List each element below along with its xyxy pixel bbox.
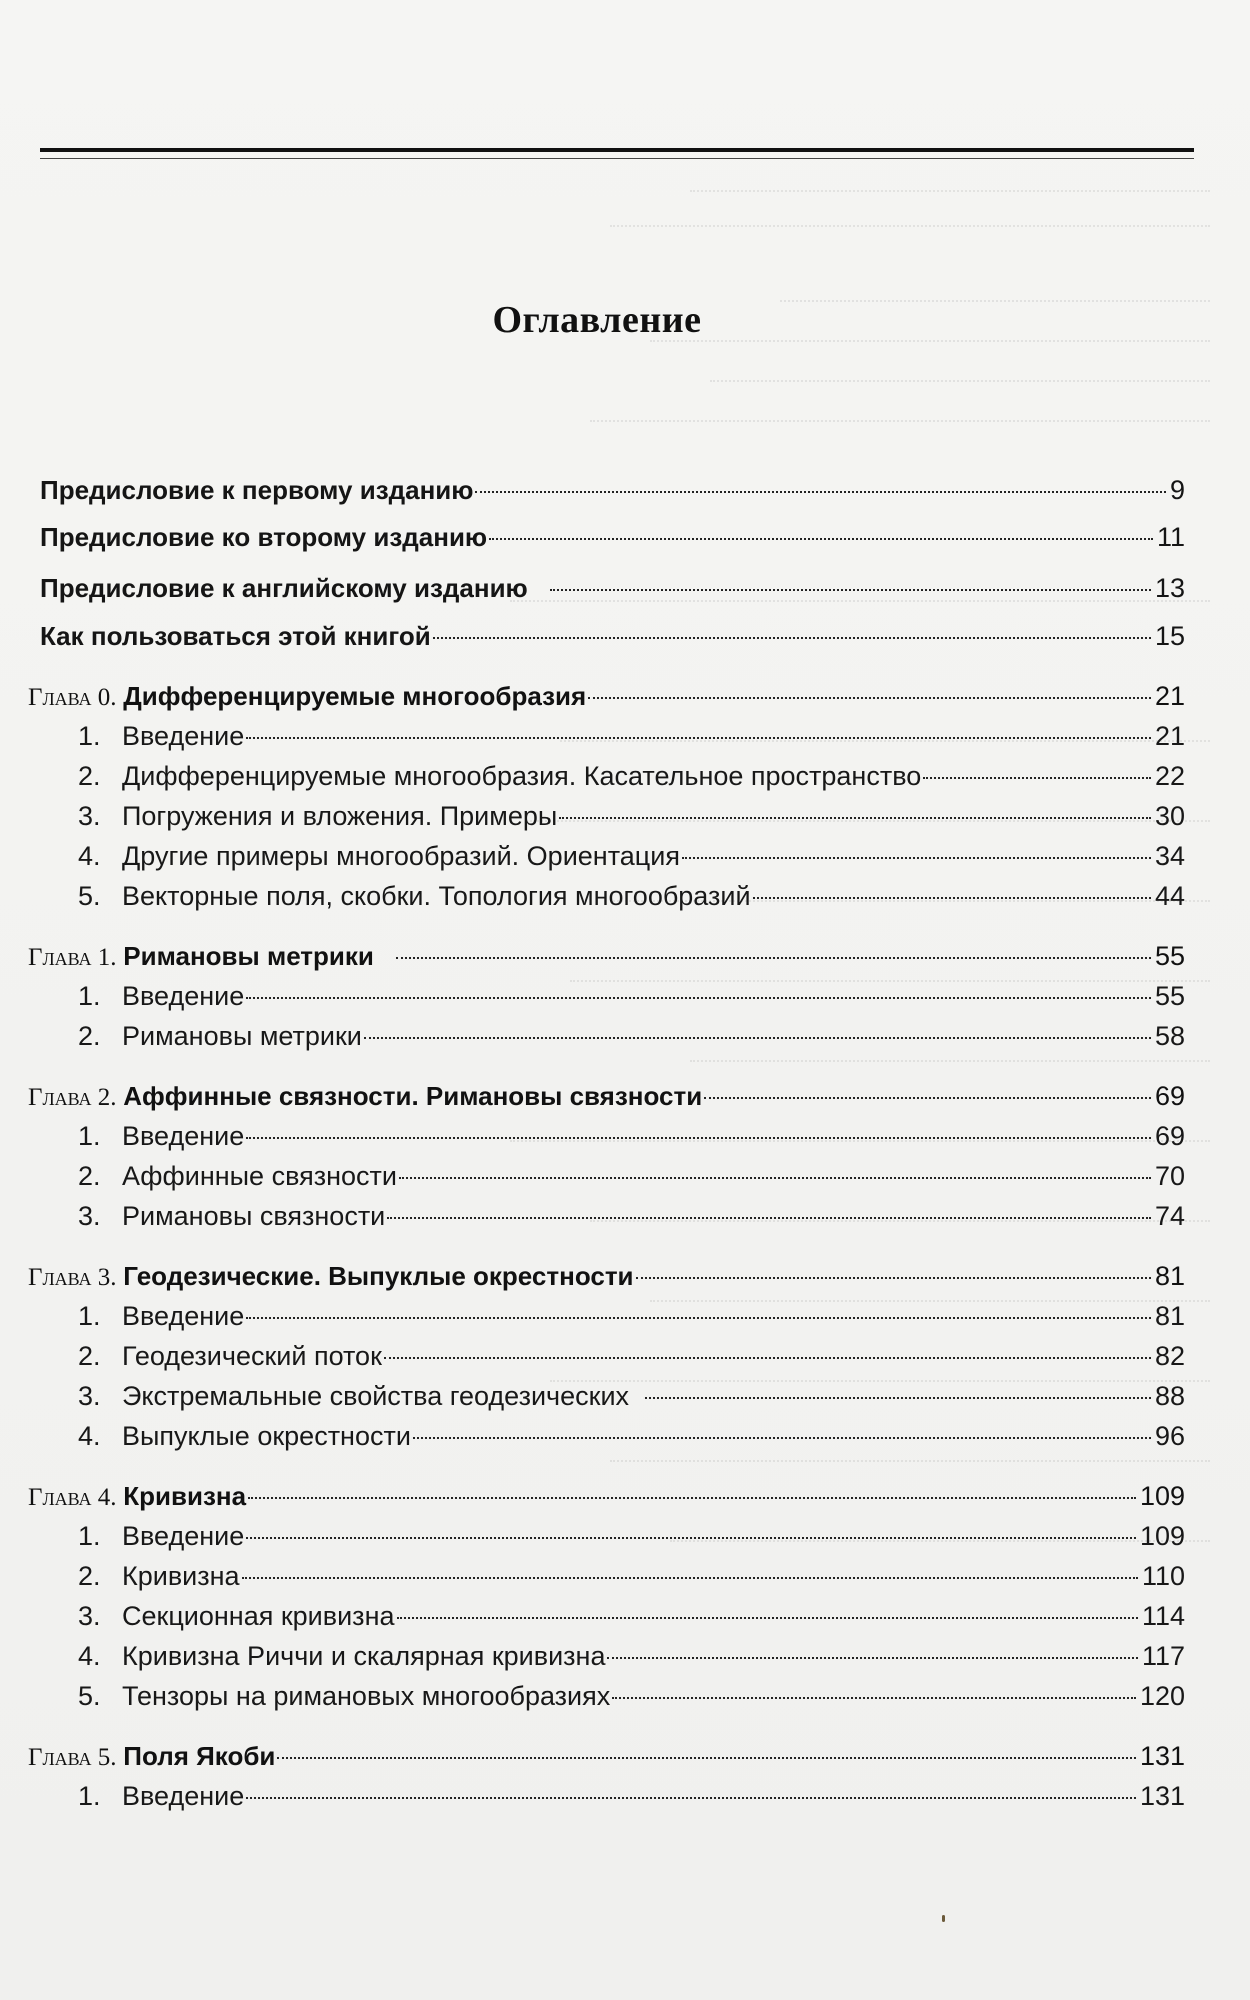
leader-dots: [242, 1577, 1138, 1579]
toc-section-entry[interactable]: [78, 1301, 1185, 1341]
section-number: 3.: [78, 1601, 101, 1631]
section-number: 5.: [78, 881, 101, 911]
toc-section-entry[interactable]: [78, 1521, 1185, 1561]
toc-entry-label: Предисловие ко второму изданию: [40, 522, 488, 552]
toc-page-number: 109: [1139, 1521, 1185, 1551]
toc-page-number: 9: [1169, 475, 1185, 505]
toc-page-number: 81: [1154, 1261, 1185, 1291]
leader-dots: [550, 589, 1151, 591]
toc-page-number: 13: [1154, 573, 1185, 603]
section-number: 1.: [78, 721, 101, 751]
leader-dots: [364, 1037, 1151, 1039]
toc-section-entry[interactable]: [78, 1561, 1185, 1601]
section-title: Погружения и вложения. Примеры: [122, 801, 558, 831]
leader-dots: [277, 1757, 1136, 1759]
section-title: Введение: [122, 1781, 245, 1811]
toc-chapter-entry[interactable]: [28, 1261, 1185, 1301]
section-number: 4.: [78, 1421, 101, 1451]
leader-dots: [612, 1697, 1136, 1699]
toc-section-entry[interactable]: [78, 761, 1185, 801]
toc-preface-entry[interactable]: [40, 573, 1185, 613]
toc-page-number: 70: [1154, 1161, 1185, 1191]
section-title: Введение: [122, 1521, 245, 1551]
section-title: Геодезический поток: [122, 1341, 382, 1371]
toc-section-entry[interactable]: [78, 841, 1185, 881]
section-number: 2.: [78, 1021, 101, 1051]
toc-preface-entry[interactable]: [40, 475, 1185, 515]
toc-entry-label: Предисловие к английскому изданию: [40, 573, 528, 603]
leader-dots: [489, 538, 1153, 540]
toc-page-number: 44: [1154, 881, 1185, 911]
section-title: Кривизна: [122, 1561, 240, 1591]
chapter-number: Глава 4.: [28, 1484, 117, 1511]
toc-page-number: 131: [1139, 1741, 1185, 1771]
section-title: Введение: [122, 981, 245, 1011]
toc-chapter-entry[interactable]: [28, 941, 1185, 981]
leader-dots: [246, 1317, 1151, 1319]
section-number: 1.: [78, 981, 101, 1011]
section-number: 1.: [78, 1121, 101, 1151]
section-number: 3.: [78, 1381, 101, 1411]
toc-page-number: 82: [1154, 1341, 1185, 1371]
leader-dots: [682, 857, 1151, 859]
toc-section-entry[interactable]: [78, 1121, 1185, 1161]
leader-dots: [559, 817, 1151, 819]
chapter-title: Аффинные связности. Римановы связности: [123, 1081, 703, 1111]
toc-page-number: 117: [1141, 1641, 1185, 1671]
section-title: Введение: [122, 1301, 245, 1331]
leader-dots: [246, 997, 1151, 999]
leader-dots: [246, 1137, 1151, 1139]
toc-chapter-entry[interactable]: [28, 1481, 1185, 1521]
toc-section-entry[interactable]: [78, 1421, 1185, 1461]
section-title: Векторные поля, скобки. Топология многообразий: [122, 881, 751, 911]
chapter-title: Римановы метрики: [123, 941, 374, 971]
leader-dots: [246, 1537, 1136, 1539]
section-title: Секционная кривизна: [122, 1601, 395, 1631]
chapter-title: Дифференцируемые многообразия: [123, 681, 587, 711]
chapter-title: Поля Якоби: [123, 1741, 276, 1771]
section-number: 1.: [78, 1781, 101, 1811]
chapter-number: Глава 3.: [28, 1264, 117, 1291]
toc-page-number: 30: [1154, 801, 1185, 831]
toc-page-number: 15: [1154, 621, 1185, 651]
section-number: 2.: [78, 761, 101, 791]
section-title: Кривизна Риччи и скалярная кривизна: [122, 1641, 606, 1671]
toc-page-number: 88: [1154, 1381, 1185, 1411]
leader-dots: [399, 1177, 1151, 1179]
leader-dots: [246, 1797, 1136, 1799]
toc-page-number: 131: [1139, 1781, 1185, 1811]
toc-section-entry[interactable]: [78, 1681, 1185, 1721]
section-number: 1.: [78, 1521, 101, 1551]
toc-preface-entry[interactable]: [40, 522, 1185, 562]
toc-preface-entry[interactable]: [40, 621, 1185, 661]
toc-page-number: 21: [1154, 721, 1185, 751]
leader-dots: [607, 1657, 1137, 1659]
toc-section-entry[interactable]: [78, 881, 1185, 921]
section-title: Дифференцируемые многообразия. Касательное пространство: [122, 761, 922, 791]
section-number: 2.: [78, 1161, 101, 1191]
section-title: Введение: [122, 721, 245, 751]
chapter-number: Глава 1.: [28, 944, 117, 971]
toc-page-number: 34: [1154, 841, 1185, 871]
toc-entry-label: Как пользоваться этой книгой: [40, 621, 431, 651]
leader-dots: [248, 1497, 1136, 1499]
toc-section-entry[interactable]: [78, 1601, 1185, 1641]
section-number: 1.: [78, 1301, 101, 1331]
toc-section-entry[interactable]: [78, 801, 1185, 841]
section-title: Введение: [122, 1121, 245, 1151]
toc-page-number: 81: [1154, 1301, 1185, 1331]
leader-dots: [588, 697, 1151, 699]
section-number: 2.: [78, 1561, 101, 1591]
toc-page-number: 55: [1154, 981, 1185, 1011]
leader-dots: [396, 957, 1151, 959]
toc-page-number: 11: [1156, 522, 1185, 552]
leader-dots: [753, 897, 1151, 899]
section-number: 4.: [78, 1641, 101, 1671]
chapter-title: Геодезические. Выпуклые окрестности: [123, 1261, 634, 1291]
toc-page-number: 69: [1154, 1121, 1185, 1151]
toc-section-entry[interactable]: [78, 1641, 1185, 1681]
section-title: Римановы связности: [122, 1201, 386, 1231]
chapter-title: Кривизна: [123, 1481, 247, 1511]
section-title: Аффинные связности: [122, 1161, 397, 1191]
section-number: 3.: [78, 801, 101, 831]
toc-page-number: 74: [1154, 1201, 1185, 1231]
leader-dots: [636, 1277, 1151, 1279]
toc-section-entry[interactable]: [78, 1781, 1185, 1821]
toc-page-number: 69: [1154, 1081, 1185, 1111]
leader-dots: [475, 491, 1165, 493]
toc-section-entry[interactable]: [78, 1341, 1185, 1381]
page-title: Оглавление: [492, 299, 702, 341]
chapter-number: Глава 5.: [28, 1744, 117, 1771]
toc-section-entry[interactable]: [78, 1381, 1185, 1421]
section-number: 2.: [78, 1341, 101, 1371]
section-title: Римановы метрики: [122, 1021, 362, 1051]
leader-dots: [923, 777, 1151, 779]
toc-section-entry[interactable]: [78, 721, 1185, 761]
toc-entry-label: Предисловие к первому изданию: [40, 475, 474, 505]
leader-dots: [246, 737, 1151, 739]
leader-dots: [433, 637, 1151, 639]
toc-chapter-entry[interactable]: [28, 681, 1185, 721]
leader-dots: [387, 1217, 1151, 1219]
toc-chapter-entry[interactable]: [28, 1081, 1185, 1121]
toc-section-entry[interactable]: [78, 1021, 1185, 1061]
toc-page-number: 22: [1154, 761, 1185, 791]
toc-page-number: 58: [1154, 1021, 1185, 1051]
section-title: Другие примеры многообразий. Ориентация: [122, 841, 680, 871]
section-title: Тензоры на римановых многообразиях: [122, 1681, 611, 1711]
section-number: 3.: [78, 1201, 101, 1231]
toc-section-entry[interactable]: [78, 981, 1185, 1021]
toc-section-entry[interactable]: [78, 1201, 1185, 1241]
toc-page-number: 55: [1154, 941, 1185, 971]
leader-dots: [413, 1437, 1151, 1439]
chapter-number: Глава 0.: [28, 684, 117, 711]
leader-dots: [397, 1617, 1138, 1619]
toc-chapter-entry[interactable]: [28, 1741, 1185, 1781]
toc-page-number: 109: [1139, 1481, 1185, 1511]
toc-page-number: 110: [1141, 1561, 1185, 1591]
section-number: 4.: [78, 841, 101, 871]
toc-page-number: 120: [1139, 1681, 1185, 1711]
toc-page-number: 21: [1154, 681, 1185, 711]
leader-dots: [704, 1097, 1151, 1099]
toc-page-number: 114: [1141, 1601, 1185, 1631]
section-title: Выпуклые окрестности: [122, 1421, 411, 1451]
chapter-number: Глава 2.: [28, 1084, 117, 1111]
toc-section-entry[interactable]: [78, 1161, 1185, 1201]
section-title: Экстремальные свойства геодезических: [122, 1381, 630, 1411]
toc-page-number: 96: [1154, 1421, 1185, 1451]
leader-dots: [384, 1357, 1151, 1359]
leader-dots: [645, 1397, 1151, 1399]
section-number: 5.: [78, 1681, 101, 1711]
paper-speck: [942, 1915, 945, 1922]
